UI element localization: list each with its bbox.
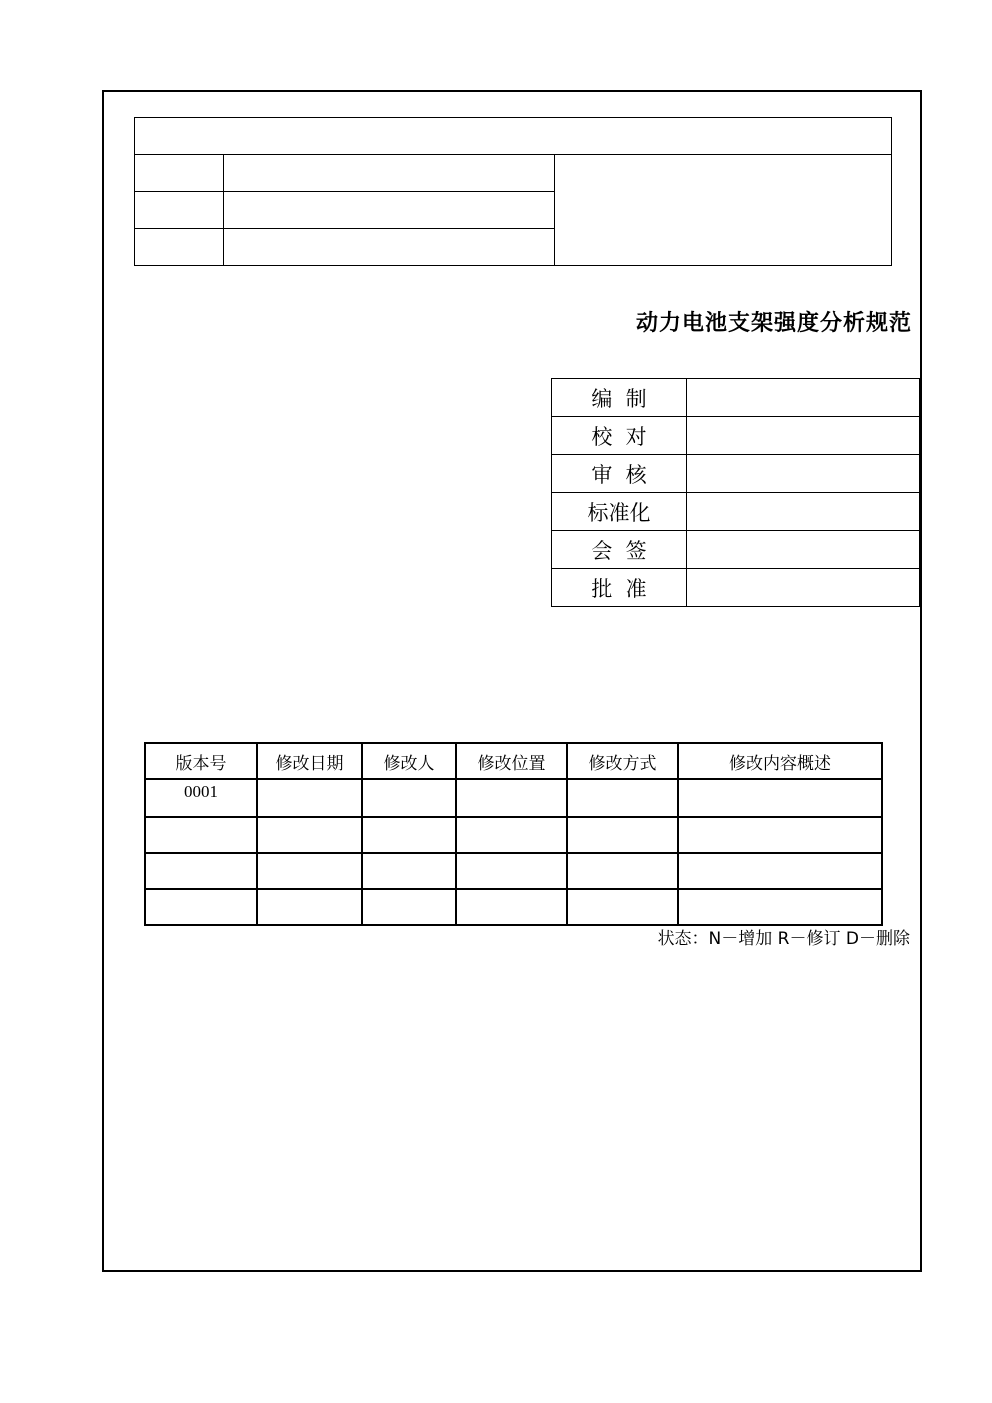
table-row (145, 817, 882, 853)
sign-off-row (552, 493, 920, 531)
sign-off-value (687, 417, 920, 455)
header-top-row (135, 118, 892, 155)
header-cell (135, 155, 224, 192)
table-cell (456, 853, 567, 889)
header-cell (135, 192, 224, 229)
sign-off-label: 会 签 (552, 531, 687, 569)
table-cell (567, 853, 678, 889)
table-cell (678, 889, 882, 925)
table-cell (456, 779, 567, 817)
sign-off-value (687, 379, 920, 417)
document-title: 动力电池支架强度分析规范 (635, 311, 912, 336)
sign-off-table (551, 378, 920, 607)
table-row (145, 889, 882, 925)
table-cell (567, 779, 678, 817)
sign-off-row (552, 379, 920, 417)
sign-off-label: 批 准 (552, 569, 687, 607)
table-cell (362, 853, 456, 889)
table-cell (145, 889, 257, 925)
table-cell (362, 817, 456, 853)
table-row (145, 779, 882, 817)
header-cell (224, 229, 555, 266)
sign-off-label: 校 对 (552, 417, 687, 455)
table-cell (257, 853, 362, 889)
header-right-cell (555, 155, 892, 266)
column-header: 修改人 (362, 743, 456, 779)
table-cell (678, 817, 882, 853)
sign-off-row (552, 531, 920, 569)
column-header: 修改位置 (456, 743, 567, 779)
revision-table (144, 742, 883, 926)
sign-off-label: 审 核 (552, 455, 687, 493)
header-cell (224, 192, 555, 229)
header-block (134, 117, 892, 266)
table-cell (257, 779, 362, 817)
table-cell (145, 853, 257, 889)
header-cell (224, 155, 555, 192)
table-cell (678, 779, 882, 817)
header-cell (135, 229, 224, 266)
table-cell (362, 889, 456, 925)
table-cell (456, 889, 567, 925)
table-cell (362, 779, 456, 817)
sign-off-value (687, 493, 920, 531)
table-cell (567, 817, 678, 853)
sign-off-row (552, 417, 920, 455)
column-header: 修改方式 (567, 743, 678, 779)
table-cell (257, 889, 362, 925)
sign-off-label: 标准化 (552, 493, 687, 531)
status-legend: 状态：N－增加 R－修订 D－删除 (657, 929, 910, 949)
table-cell (456, 817, 567, 853)
sign-off-row (552, 569, 920, 607)
table-cell (567, 889, 678, 925)
table-cell (678, 853, 882, 889)
table-row (145, 853, 882, 889)
column-header: 修改日期 (257, 743, 362, 779)
table-cell (145, 817, 257, 853)
sign-off-value (687, 455, 920, 493)
sign-off-label: 编 制 (552, 379, 687, 417)
sign-off-value (687, 569, 920, 607)
revision-header-row (145, 743, 882, 779)
page-border (102, 90, 922, 1272)
sign-off-row (552, 455, 920, 493)
table-cell (257, 817, 362, 853)
column-header: 版本号 (145, 743, 257, 779)
sign-off-value (687, 531, 920, 569)
column-header: 修改内容概述 (678, 743, 882, 779)
table-cell: 0001 (145, 779, 257, 817)
